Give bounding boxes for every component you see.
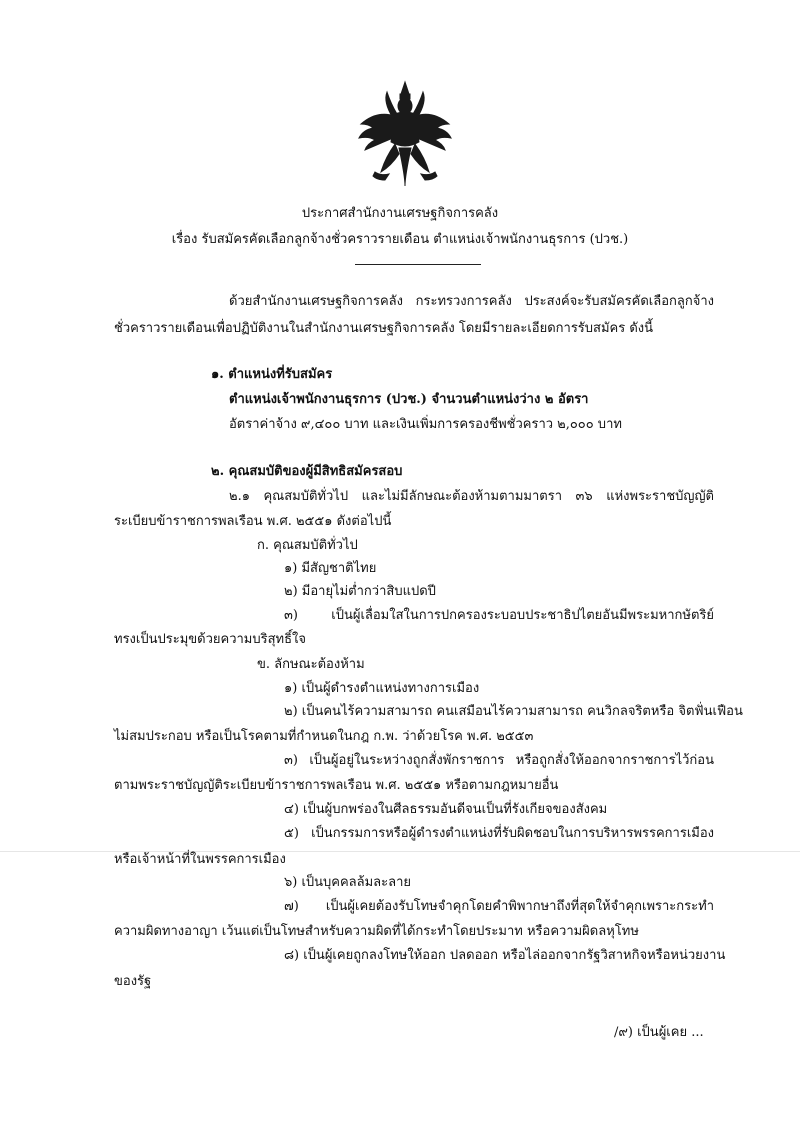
section-2-heading: ๒. คุณสมบัติของผู้มีสิทธิสมัครสอบ: [211, 464, 403, 479]
prohibited-item-7-line-1: ๗) เป็นผู้เคยต้องรับโทษจำคุกโดยคำพิพากษาถึงที่สุดให้จำคุกเพราะกระทำ: [284, 899, 714, 914]
garuda-emblem-icon: [355, 80, 455, 190]
general-qualifications-heading: ก. คุณสมบัติทั่วไป: [257, 538, 358, 553]
section-1-position: ตำแหน่งเจ้าพนักงานธุรการ (ปวช.) จำนวนตำแหน่งว่าง ๒ อัตรา: [229, 392, 589, 407]
prohibited-item-1: ๑) เป็นผู้ดำรงตำแหน่งทางการเมือง: [284, 681, 480, 696]
general-item-3-line-1: ๓) เป็นผู้เลื่อมใสในการปกครองระบอบประชาธิปไตยอันมีพระมหากษัตริย์: [284, 608, 714, 623]
title-divider: [355, 264, 481, 265]
prohibited-item-2-line-1: ๒) เป็นคนไร้ความสามารถ คนเสมือนไร้ความสามารถ คนวิกลจริตหรือ จิตฟั่นเฟือน: [284, 704, 743, 719]
prohibited-item-8-line-2: ของรัฐ: [114, 974, 152, 989]
prohibited-item-2-line-2: ไม่สมประกอบ หรือเป็นโรคตามที่กำหนดในกฎ ก.พ. ว่าด้วยโรค พ.ศ. ๒๕๕๓: [114, 729, 534, 744]
announcement-title: ประกาศสำนักงานเศรษฐกิจการคลัง: [301, 206, 499, 221]
prohibited-item-4: ๔) เป็นผู้บกพร่องในศีลธรรมอันดีจนเป็นที่รังเกียจของสังคม: [284, 802, 608, 817]
announcement-subject: เรื่อง รับสมัครคัดเลือกลูกจ้างชั่วคราวรายเดือน ตำแหน่งเจ้าพนักงานธุรการ (ปวช.): [171, 232, 629, 247]
prohibited-item-5-line-1: ๕) เป็นกรรมการหรือผู้ดำรงตำแหน่งที่รับผิดชอบในการบริหารพรรคการเมือง: [284, 826, 714, 841]
prohibited-item-5-line-2: หรือเจ้าหน้าที่ในพรรคการเมือง: [114, 852, 286, 867]
general-item-3-line-2: ทรงเป็นประมุขด้วยความบริสุทธิ์ใจ: [114, 632, 307, 647]
section-2-para-line-1: ๒.๑ คุณสมบัติทั่วไป และไม่มีลักษณะต้องห้ามตามมาตรา ๓๖ แห่งพระราชบัญญัติ: [229, 489, 714, 504]
intro-line-2: ชั่วคราวรายเดือนเพื่อปฏิบัติงานในสำนักงานเศรษฐกิจการคลัง โดยมีรายละเอียดการรับสมัคร ดังนี้: [114, 321, 654, 336]
general-item-1: ๑) มีสัญชาติไทย: [284, 561, 377, 576]
section-2-para-line-2: ระเบียบข้าราชการพลเรือน พ.ศ. ๒๕๕๑ ดังต่อไปนี้: [114, 514, 392, 529]
prohibited-item-7-line-2: ความผิดทางอาญา เว้นแต่เป็นโทษสำหรับความผิดที่ได้กระทำโดยประมาท หรือความผิดลหุโทษ: [114, 924, 639, 939]
intro-line-1: ด้วยสำนักงานเศรษฐกิจการคลัง กระทรวงการคลัง ประสงค์จะรับสมัครคัดเลือกลูกจ้าง: [229, 294, 714, 309]
prohibited-heading: ข. ลักษณะต้องห้าม: [257, 657, 365, 672]
general-item-2: ๒) มีอายุไม่ต่ำกว่าสิบแปดปี: [284, 584, 436, 599]
section-1-salary: อัตราค่าจ้าง ๙,๔๐๐ บาท และเงินเพิ่มการครองชีพชั่วคราว ๒,๐๐๐ บาท: [229, 417, 622, 432]
prohibited-item-3-line-1: ๓) เป็นผู้อยู่ในระหว่างถูกสั่งพักราชการ หรือถูกสั่งให้ออกจากราชการไว้ก่อน: [284, 753, 714, 768]
continued-marker: /๙) เป็นผู้เคย ...: [614, 1025, 704, 1040]
prohibited-item-8-line-1: ๘) เป็นผู้เคยถูกลงโทษให้ออก ปลดออก หรือไล่ออกจากรัฐวิสาหกิจหรือหน่วยงาน: [284, 948, 726, 963]
prohibited-item-6: ๖) เป็นบุคคลล้มละลาย: [284, 875, 412, 890]
prohibited-item-3-line-2: ตามพระราชบัญญัติระเบียบข้าราชการพลเรือน พ.ศ. ๒๕๕๑ หรือตามกฎหมายอื่น: [114, 778, 559, 793]
section-1-heading: ๑. ตำแหน่งที่รับสมัคร: [211, 367, 333, 382]
